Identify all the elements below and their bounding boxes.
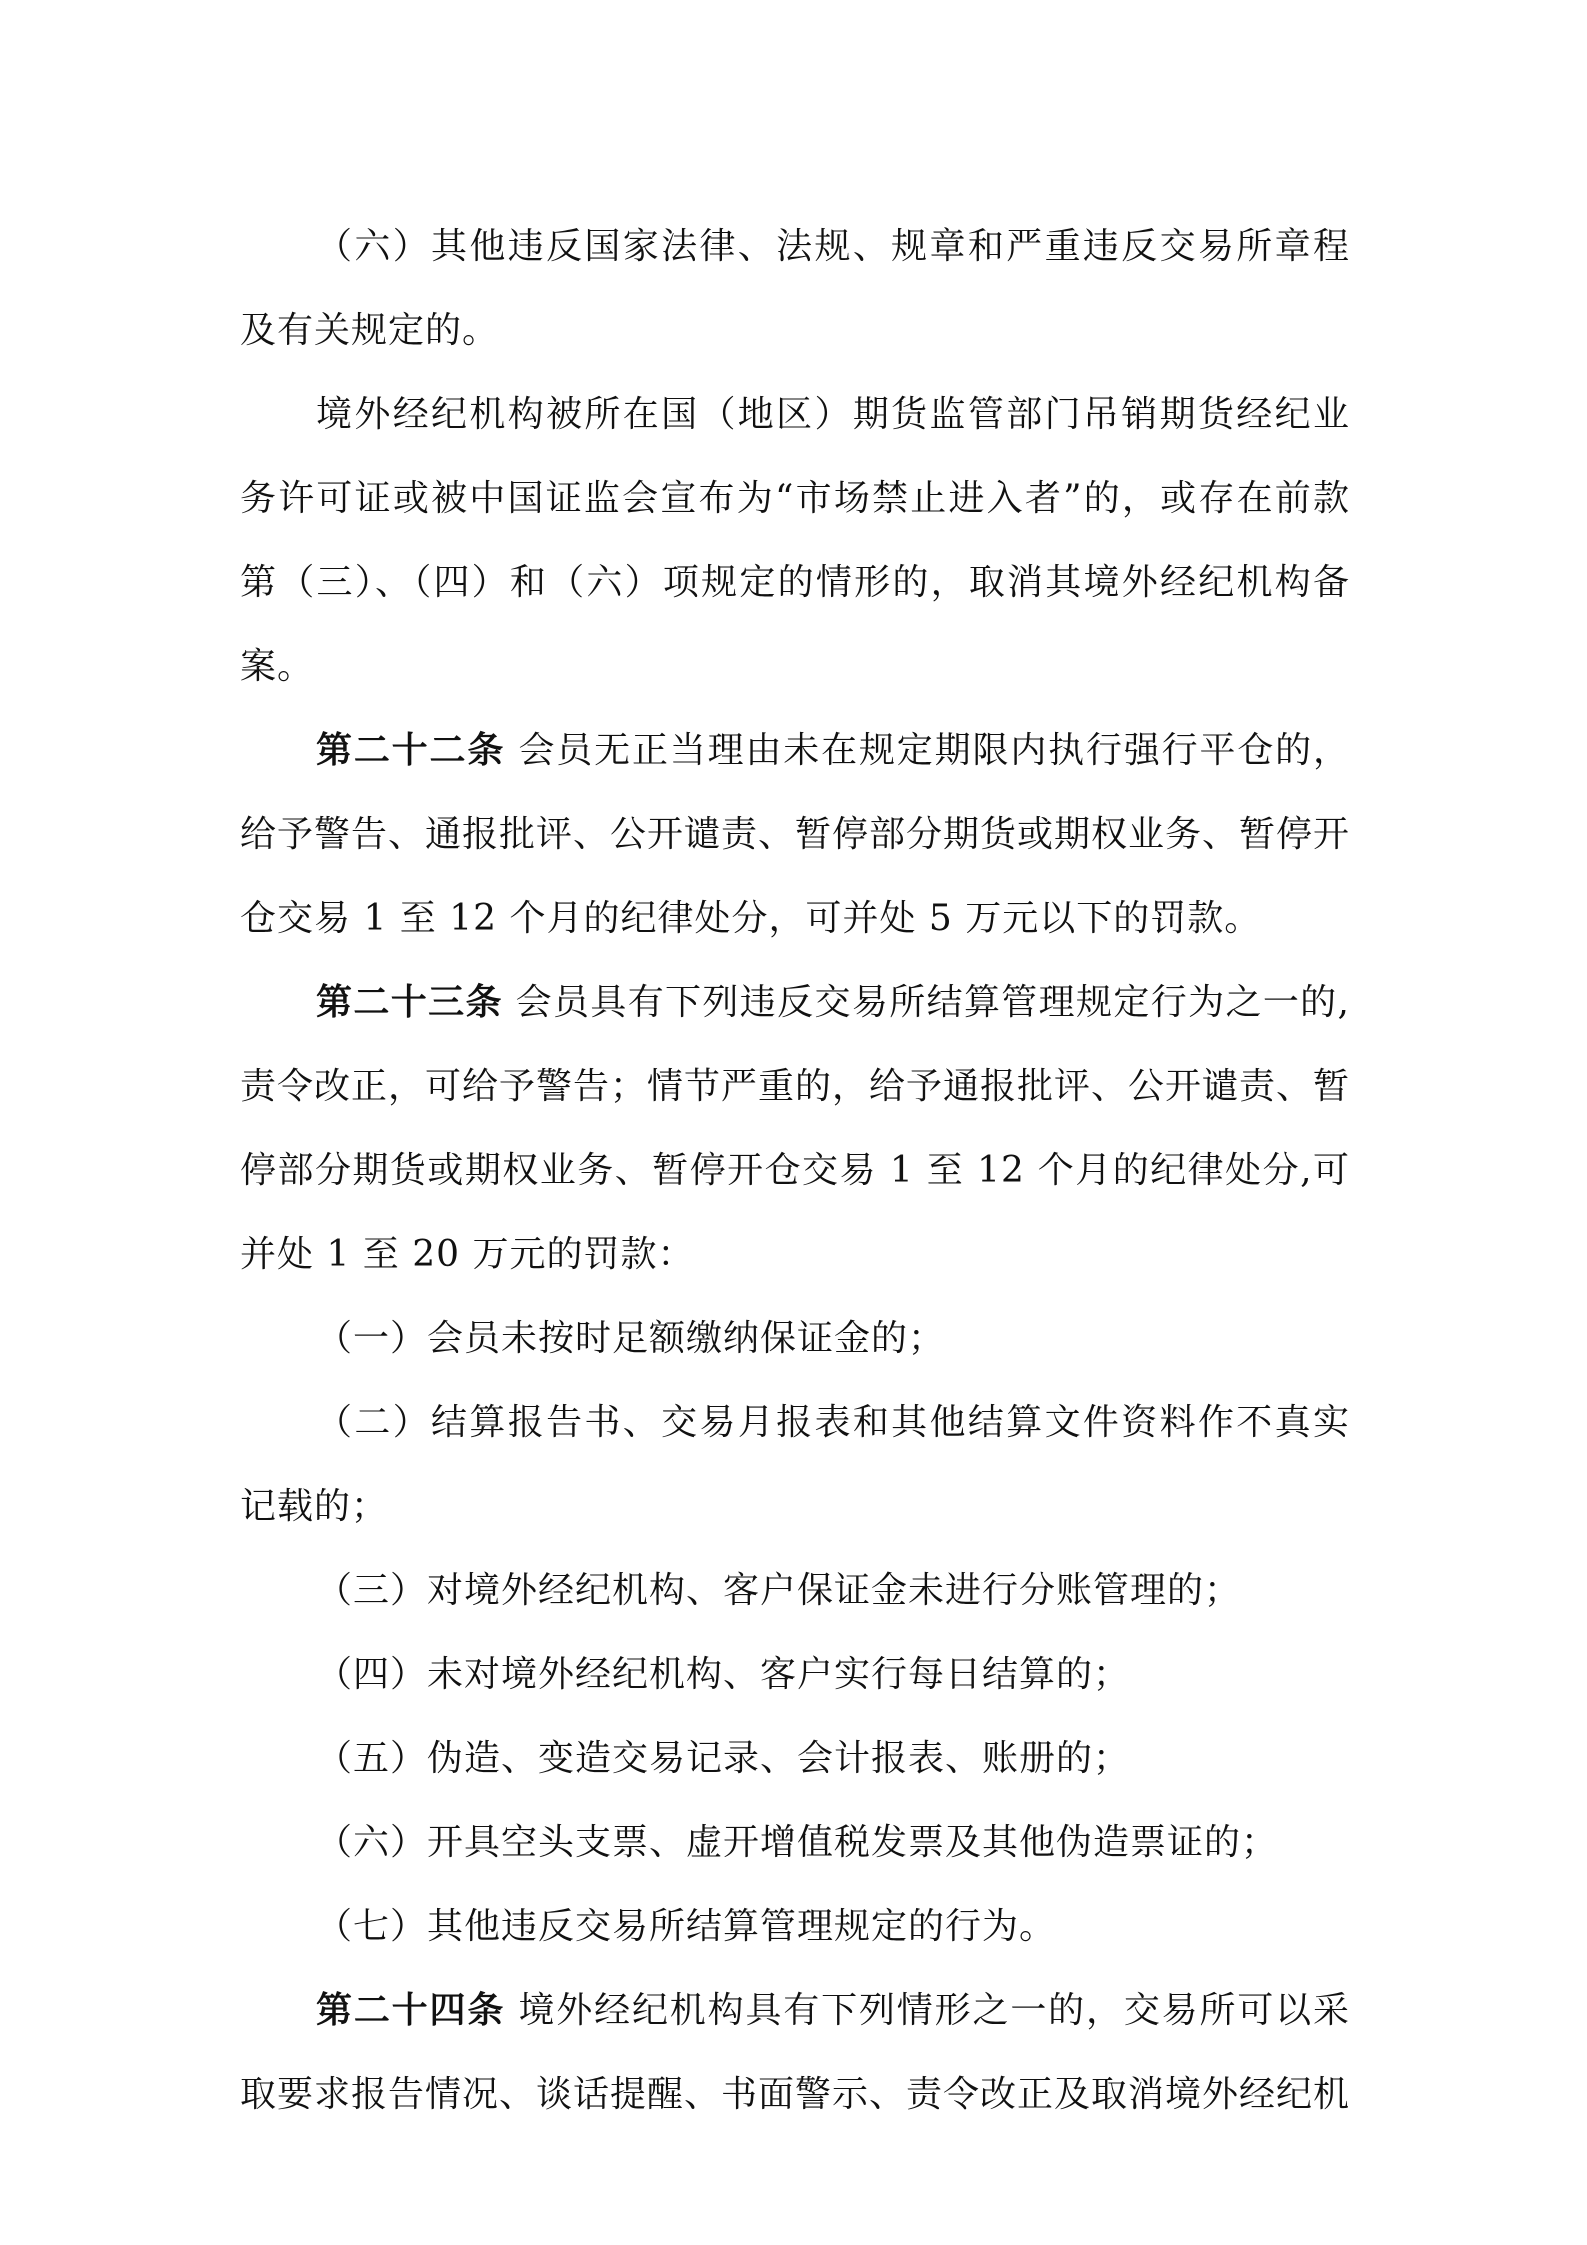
- article-label: 第二十四条: [316, 1990, 506, 2031]
- list-item: [240, 1885, 1350, 1969]
- paragraph-text: 会员具有下列违反交易所结算管理规定行为之一的,责令改正，可给予警告；情节严重的，给予通报批评、公开谴责、暂停部分期货或期权业务、暂停开仓交易 1 至 12 个月的纪律处分,可并处 1 至 20 万元的罚款：: [240, 982, 1351, 1275]
- document-body: [240, 205, 1350, 2137]
- paragraph-text: （四）未对境外经纪机构、客户实行每日结算的；: [316, 1654, 1131, 1695]
- paragraph-item-6: [240, 205, 1350, 373]
- paragraph-text: 境外经纪机构具有下列情形之一的，交易所可以采取要求报告情况、谈话提醒、书面警示、责令改正及取消境外经纪机: [240, 1990, 1351, 2115]
- paragraph-foreign-broker-revocation: [240, 373, 1350, 709]
- paragraph-text: （六）其他违反国家法律、法规、规章和严重违反交易所章程及有关规定的。: [240, 226, 1350, 351]
- paragraph-text: （一）会员未按时足额缴纳保证金的；: [316, 1318, 946, 1359]
- list-item: [240, 1381, 1350, 1549]
- paragraph-text: 会员无正当理由未在规定期限内执行强行平仓的，给予警告、通报批评、公开谴责、暂停部分期货或期权业务、暂停开仓交易 1 至 12 个月的纪律处分，可并处 5 万元以下的罚款。: [240, 730, 1351, 939]
- list-item: [240, 1801, 1350, 1885]
- article-label: 第二十三条: [316, 982, 503, 1023]
- list-item: [240, 1633, 1350, 1717]
- paragraph-text: （七）其他违反交易所结算管理规定的行为。: [316, 1906, 1057, 1947]
- list-item: [240, 1297, 1350, 1381]
- paragraph-text: 境外经纪机构被所在国（地区）期货监管部门吊销期货经纪业务许可证或被中国证监会宣布为“市场禁止进入者”的，或存在前款第（三）、（四）和（六）项规定的情形的，取消其境外经纪机构备案。: [240, 394, 1350, 687]
- paragraph-text: （五）伪造、变造交易记录、会计报表、账册的；: [316, 1738, 1131, 1779]
- paragraph-text: （二）结算报告书、交易月报表和其他结算文件资料作不真实记载的；: [240, 1402, 1350, 1527]
- list-item: [240, 1549, 1350, 1633]
- article-22: [240, 709, 1350, 961]
- article-24: [240, 1969, 1350, 2137]
- list-item: [240, 1717, 1350, 1801]
- paragraph-text: （三）对境外经纪机构、客户保证金未进行分账管理的；: [316, 1570, 1242, 1611]
- article-label: 第二十二条: [316, 730, 506, 771]
- paragraph-text: （六）开具空头支票、虚开增值税发票及其他伪造票证的；: [316, 1822, 1279, 1863]
- article-23: [240, 961, 1350, 1297]
